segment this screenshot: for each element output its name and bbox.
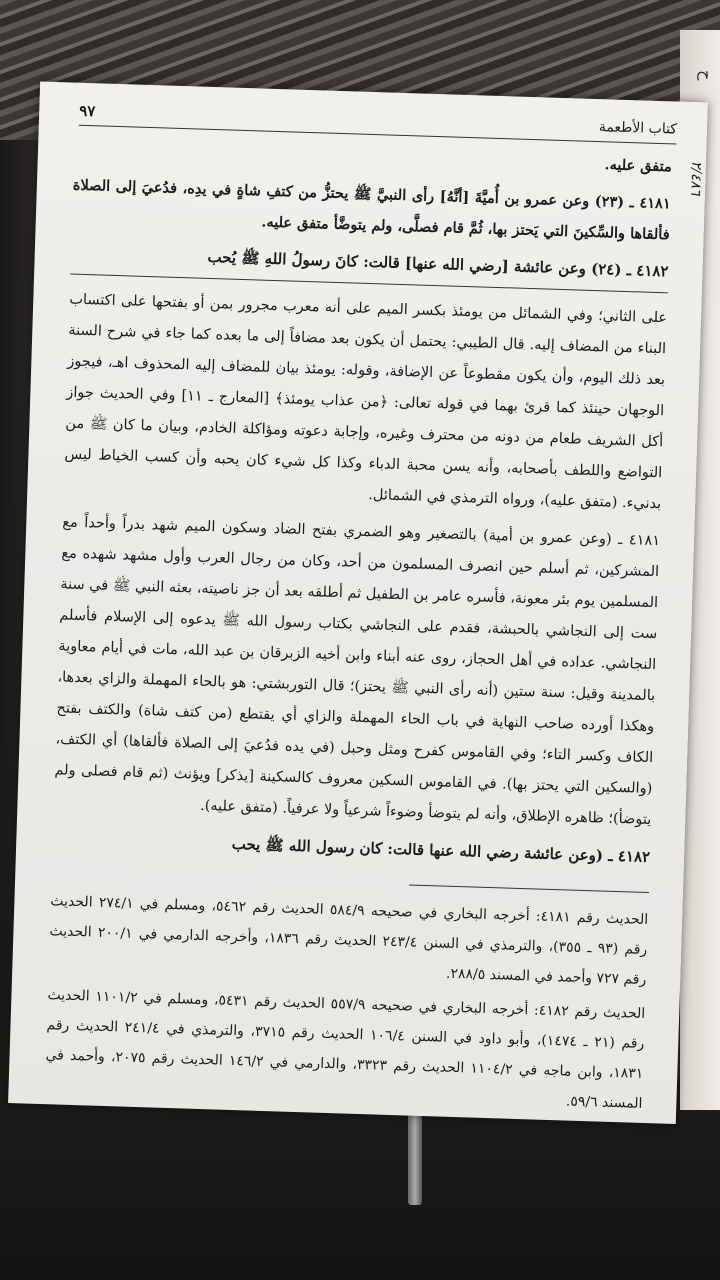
page-number: ٩٧ — [78, 101, 96, 121]
handwritten-note: ٢/٤٨٦ — [687, 160, 705, 196]
page-content — [44, 133, 672, 1123]
book-title: كتاب الأطعمة — [598, 119, 678, 138]
footnote-divider — [409, 884, 649, 893]
matn-hadith-4181: ٤١٨١ ـ (٢٣) وعن عمرو بن أُميَّةَ [أنَّهُ] رأى النبيَّ ﷺ يحتزُّ من كتفِ شاةٍ في يدِه، فدُعيَ إلى الصلاة فألقاها والسِّكينَ التي يَحتز بها، ثُمَّ قام فصلَّى، ولم يتوضَّأ متفق عليه. — [72, 176, 671, 244]
sharh-paragraph-4182: ٤١٨٢ ـ (وعن عائشة رضي الله عنها قالت: كان رسول الله ﷺ يحب — [231, 834, 651, 867]
book-page — [8, 82, 708, 1124]
adjacent-page-text: ح — [697, 70, 716, 81]
footnote-4181: الحديث رقم ٤١٨١: أخرجه البخاري في صحيحه ٥٨٤/٩ الحديث رقم ٥٤٦٢، ومسلم في ٢٧٤/١ الحديث رقم (٩٣ ـ ٣٥٥)، والترمذي في السنن ٢٤٣/٤ الحديث رقم ١٨٣٦، وأخرجه الدارمي في ٢٠٠/١ الحديث رقم ٧٢٧ وأحمد في المسند ٢٨٨/٥. — [49, 893, 649, 988]
sharh-paragraph-1: على الثاني؛ وفي الشمائل من يومئذ بكسر الميم على أنه معرب مجرور بمن أو بفتحها على اكتساب البناء من المضاف إليه. قال الطيبي: يحتمل أن يكون بعد مضافاً إلى ما بعده كما جاء في شرح السنة بعد ذلك اليوم، وأن يكون مقطوعاً عن الإضافة، وقوله: يومئذ بيان للمضاف إليه المحذوف اهـ، فيجوز الوجهان حينئذ كما قرئ بهما في قوله تعالى: ﴿من عذاب يومئذ﴾ [المعارج ـ ١١] وفي الحديث جواز أكل الشريف طعام من دونه من محترف وغيره، وإجابة دعوته ومؤاكلة الخادم، وبيان ما كان ﷺ من التواضع واللطف بأصحابه، وأنه يسن محبة الدباء وكذا كل شيء كان يحبه وأن كسب الخياط ليس بدنيء. (متفق عليه)، ورواه الترمذي في الشمائل. — [64, 291, 668, 513]
matn-hadith-4182: ٤١٨٢ ـ (٢٤) وعن عائشة [رضي الله عنها] قالت: كانَ رسولُ اللهِ ﷺ يُحب — [207, 247, 669, 281]
matn-line-1: متفق عليه. — [604, 156, 673, 176]
footnote-4182: الحديث رقم ٤١٨٢: أخرجه البخاري في صحيحه ٥٥٧/٩ الحديث رقم ٥٤٣١، ومسلم في ١١٠١/٢ الحديث رقم (٢١ ـ ١٤٧٤)، وأبو داود في السنن ١٠٦/٤ الحديث رقم ٣٧١٥، والترمذي في ٢٤١/٤ الحديث رقم ١٨٣١، وابن ماجه في ١١٠٤/٢ الحديث رقم ٣٣٢٣، والدارمي في ١٤٦/٢ الحديث رقم ٢٠٧٥، وأحمد في المسند ٥٩/٦. — [45, 987, 646, 1112]
sharh-paragraph-4181: ٤١٨١ ـ (وعن عمرو بن أمية) بالتصغير وهو الضمري بفتح الضاد وسكون الميم شهد بدراً وأحداً مع المشركين، ثم أسلم حين انصرف المسلمون من أحد، وكان من رجال العرب وأول مشهد شهده مع المسلمين يوم بئر معونة، فأسره عامر بن الطفيل ثم أطلقه بعد أن جز ناصيته، بعثه النبي ﷺ في سنة ست إلى النجاشي بالحبشة، فقدم على النجاشي بكتاب رسول الله ﷺ يدعوه إلى الإسلام فأسلم النجاشي. عداده في أهل الحجاز، روى عنه أبناء وابن أخيه الزبرقان بن عبد الله، مات في أيام معاوية بالمدينة وقيل: سنة ستين (أنه رأى النبي ﷺ يحتز)؛ قال التوربشتي: هو بالحاء المهملة والزاي بعدها، وهكذا أورده صاحب النهاية في باب الحاء المهملة والزاي أي يقتطع (من كتف شاة) والكتف بفتح الكاف وكسر التاء؛ وفي القاموس كفرح ومثل وحبل (في يده فدُعيَ إلى الصلاة فألقاها) أي الكتف، (والسكين التي يحتز بها). في القاموس السكين معروف كالسكينة [يذكر] ويؤنث (ثم قام فصلى ولم يتوضأ)؛ ظاهره الإطلاق، وأنه لم يتوضأ وضوءاً شرعياً ولا عرفياً. (متفق عليه). — [54, 514, 661, 829]
